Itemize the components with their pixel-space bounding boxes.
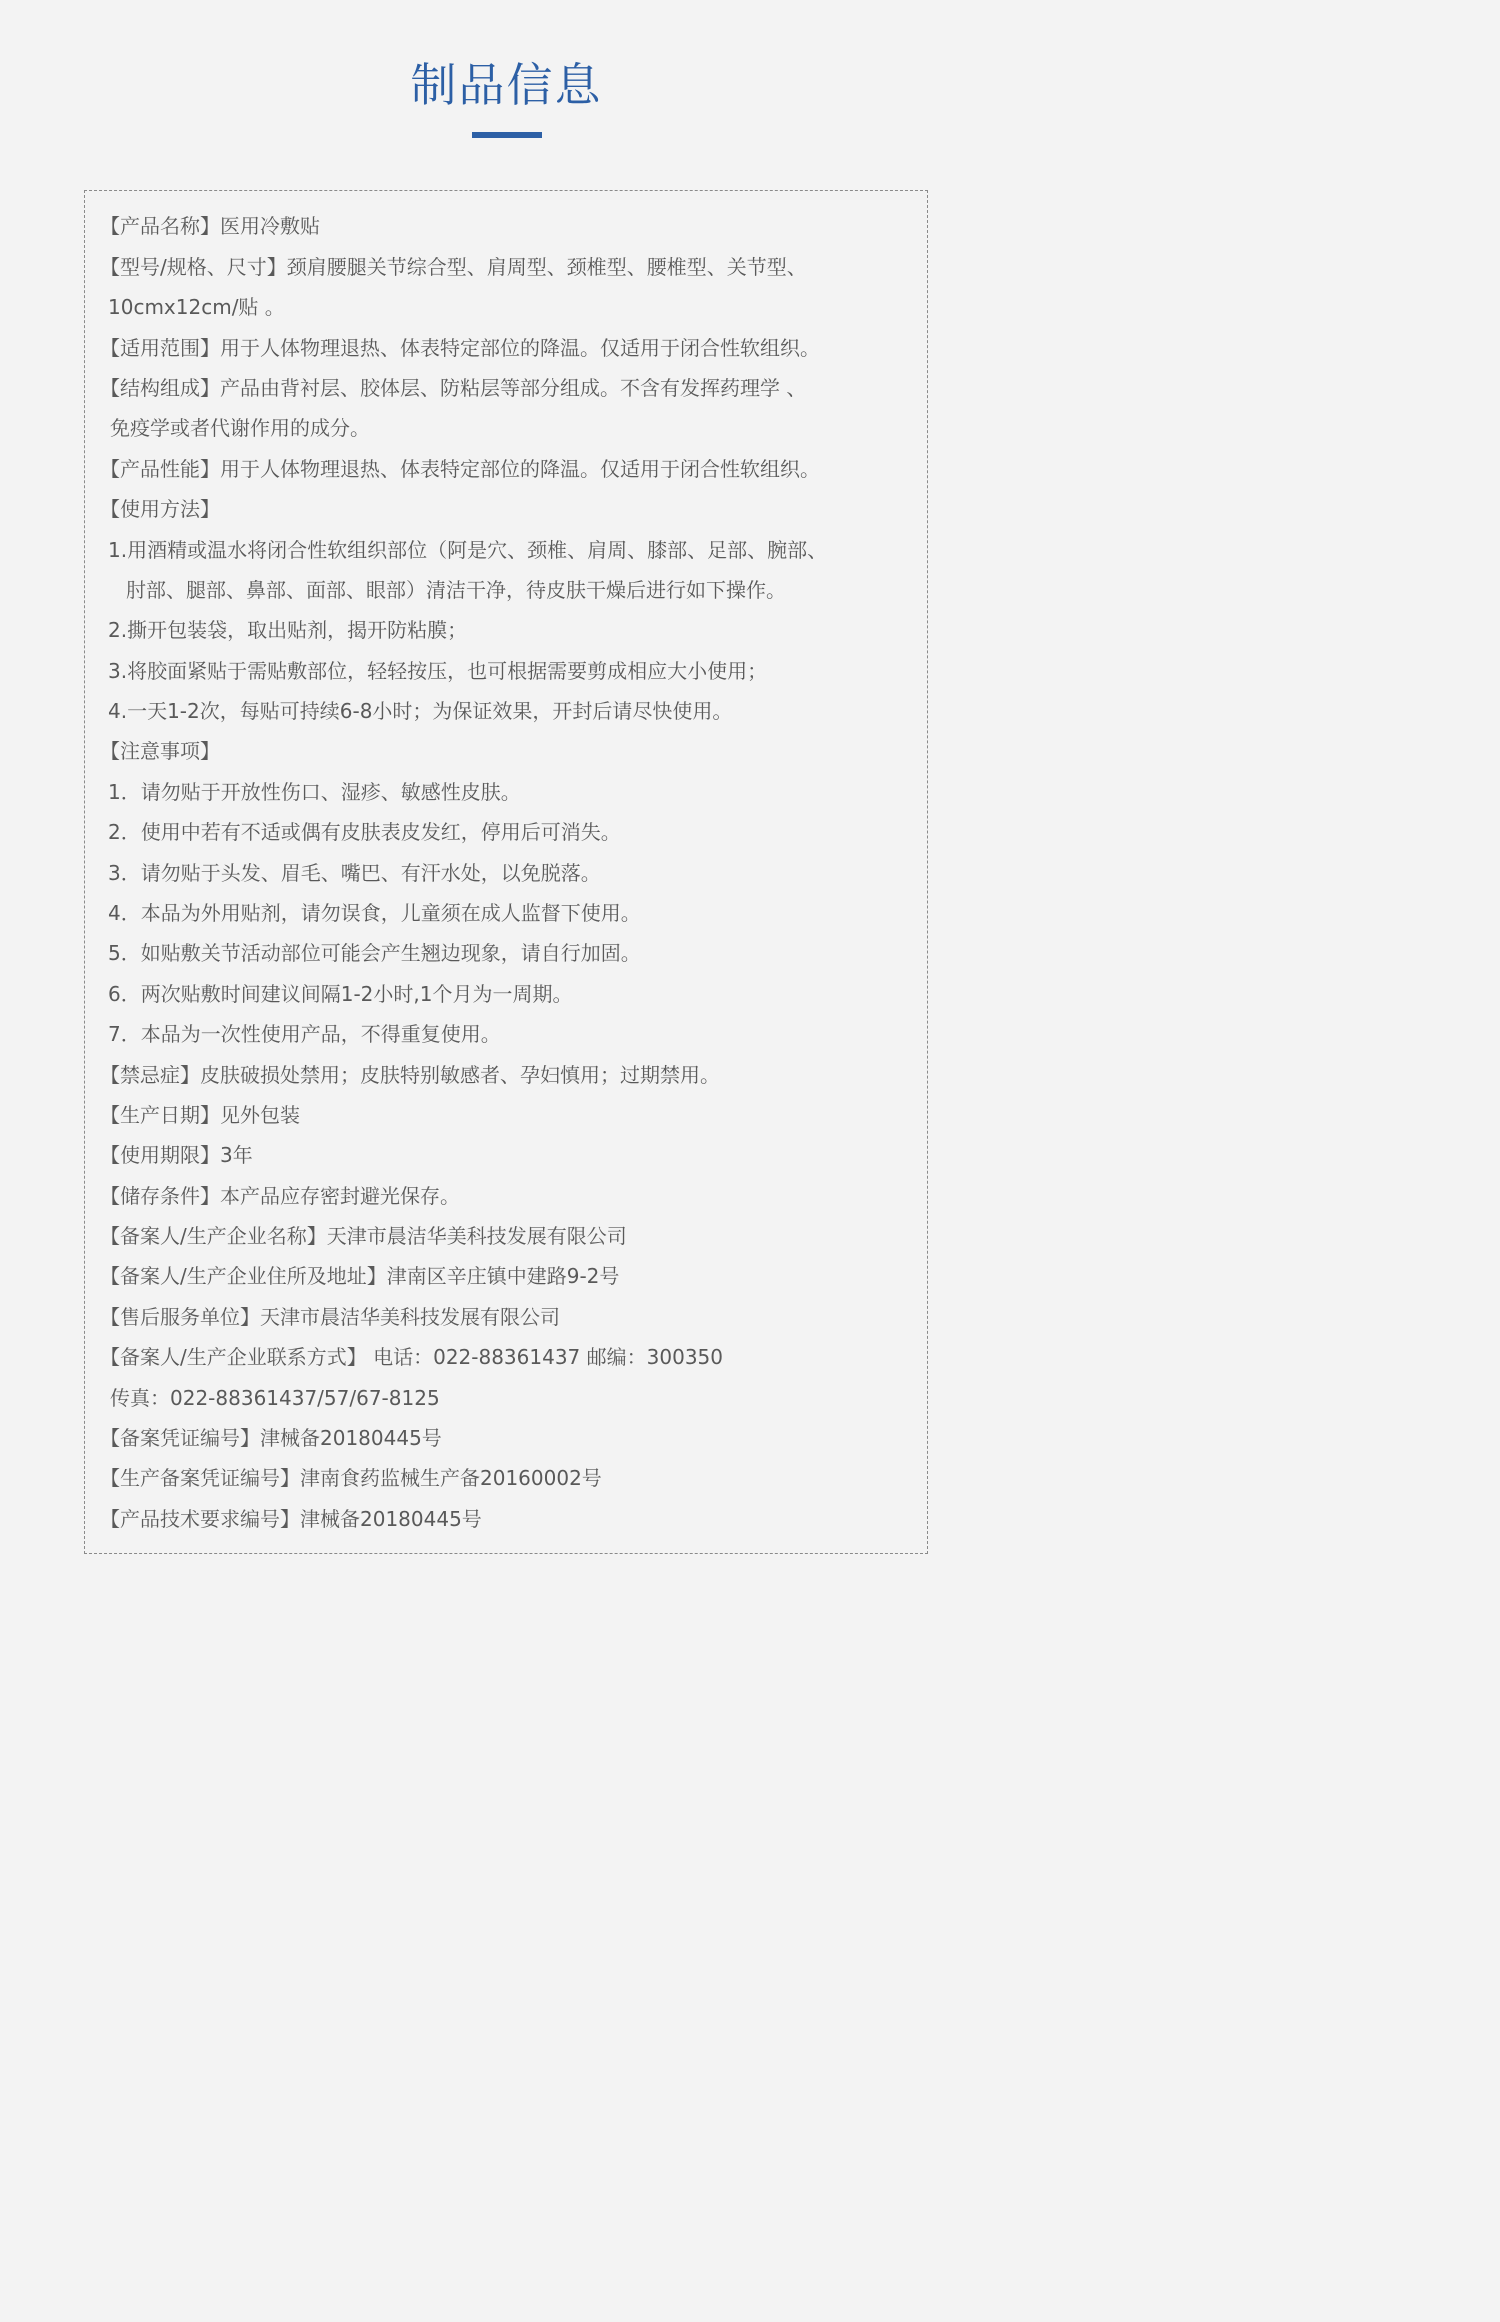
- info-line-model-spec: 【型号/规格、尺寸】颈肩腰腿关节综合型、肩周型、颈椎型、腰椎型、关节型、: [100, 255, 807, 279]
- info-line-precaution-2: 2．使用中若有不适或偶有皮肤表皮发红，停用后可消失。: [108, 820, 621, 844]
- info-line-usage-4: 4.一天1-2次，每贴可持续6-8小时；为保证效果，开封后请尽快使用。: [108, 699, 733, 723]
- info-line-performance: 【产品性能】用于人体物理退热、体表特定部位的降温。仅适用于闭合性软组织。: [100, 457, 820, 481]
- info-line-scope: 【适用范围】用于人体物理退热、体表特定部位的降温。仅适用于闭合性软组织。: [100, 336, 820, 360]
- info-line-tech-requirement-number: 【产品技术要求编号】津械备20180445号: [100, 1507, 482, 1531]
- info-line-shelf-life: 【使用期限】3年: [100, 1143, 253, 1167]
- info-heading-precautions: 【注意事项】: [100, 739, 220, 763]
- info-line-contraindications: 【禁忌症】皮肤破损处禁用；皮肤特别敏感者、孕妇慎用；过期禁用。: [100, 1063, 720, 1087]
- info-line-precaution-7: 7．本品为一次性使用产品，不得重复使用。: [108, 1022, 501, 1046]
- info-heading-usage: 【使用方法】: [100, 497, 220, 521]
- page-title: 制品信息: [410, 58, 603, 112]
- info-line-production-date: 【生产日期】见外包装: [100, 1103, 300, 1127]
- info-line-precaution-6: 6．两次贴敷时间建议间隔1-2小时,1个月为一周期。: [108, 982, 573, 1006]
- info-line-precaution-3: 3．请勿贴于头发、眉毛、嘴巴、有汗水处，以免脱落。: [108, 861, 601, 885]
- info-line-usage-3: 3.将胶面紧贴于需贴敷部位，轻轻按压，也可根据需要剪成相应大小使用；: [108, 659, 768, 683]
- info-line-usage-2: 2.撕开包装袋，取出贴剂，揭开防粘膜；: [108, 618, 468, 642]
- info-line-precaution-5: 5．如贴敷关节活动部位可能会产生翘边现象，请自行加固。: [108, 941, 641, 965]
- info-line-manufacturer-address: 【备案人/生产企业住所及地址】津南区辛庄镇中建路9-2号: [100, 1264, 620, 1288]
- info-line-usage-1-cont: 肘部、腿部、鼻部、面部、眼部）清洁干净，待皮肤干燥后进行如下操作。: [126, 578, 786, 602]
- title-underline: [472, 132, 542, 138]
- info-line-structure-cont: 免疫学或者代谢作用的成分。: [110, 416, 370, 440]
- info-line-structure: 【结构组成】产品由背衬层、胶体层、防粘层等部分组成。不含有发挥药理学 、: [100, 376, 807, 400]
- info-line-storage: 【储存条件】本产品应存密封避光保存。: [100, 1184, 460, 1208]
- info-line-model-spec-cont: 10cmx12cm/贴 。: [108, 295, 285, 319]
- info-line-fax: 传真：022-88361437/57/67-8125: [110, 1386, 440, 1410]
- info-line-contact: 【备案人/生产企业联系方式】 电话：022-88361437 邮编：300350: [100, 1345, 723, 1369]
- info-line-precaution-4: 4．本品为外用贴剂，请勿误食，儿童须在成人监督下使用。: [108, 901, 641, 925]
- info-line-usage-1: 1.用酒精或温水将闭合性软组织部位（阿是穴、颈椎、肩周、膝部、足部、腕部、: [108, 538, 828, 562]
- info-line-precaution-1: 1．请勿贴于开放性伤口、湿疹、敏感性皮肤。: [108, 780, 521, 804]
- info-line-record-number: 【备案凭证编号】津械备20180445号: [100, 1426, 442, 1450]
- info-line-manufacturer-name: 【备案人/生产企业名称】天津市晨洁华美科技发展有限公司: [100, 1224, 627, 1248]
- info-line-product-name: 【产品名称】医用冷敷贴: [100, 214, 320, 238]
- info-line-production-record-number: 【生产备案凭证编号】津南食药监械生产备20160002号: [100, 1466, 602, 1490]
- info-line-after-sales: 【售后服务单位】天津市晨洁华美科技发展有限公司: [100, 1305, 560, 1329]
